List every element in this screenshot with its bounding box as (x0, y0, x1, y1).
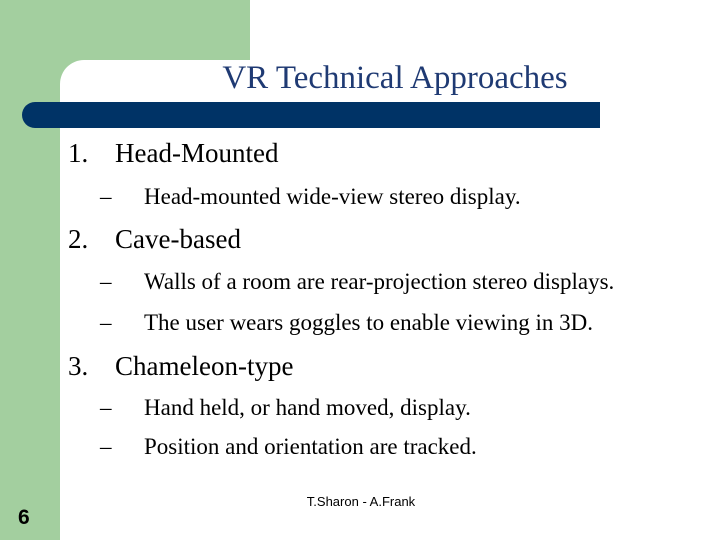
list-item-cave-based (68, 224, 241, 254)
sub-item (100, 394, 471, 422)
footer-author: T.Sharon - A.Frank (306, 494, 416, 509)
list-item-number: 1. (68, 138, 89, 168)
list-item-number: 2. (68, 224, 89, 254)
sub-item (100, 309, 593, 337)
sub-item-dash: – (100, 184, 112, 209)
sub-item-dash: – (100, 434, 112, 459)
slide-title: VR Technical Approaches (222, 60, 568, 96)
sub-item-dash: – (100, 310, 112, 335)
sub-item (100, 268, 614, 296)
sub-item-dash: – (100, 395, 112, 420)
sub-item-dash: – (100, 269, 112, 294)
list-item-label: Chameleon-type (115, 351, 294, 381)
sub-item-text: Position and orientation are tracked. (144, 434, 477, 459)
sub-item-text: Head-mounted wide-view stereo display. (144, 184, 521, 209)
list-item-label: Cave-based (115, 224, 241, 254)
sub-item-text: The user wears goggles to enable viewing in 3D. (144, 310, 594, 335)
list-item-label: Head-Mounted (115, 138, 279, 168)
list-item-number: 3. (68, 351, 89, 381)
sub-item-text: Walls of a room are rear-projection stereo displays. (144, 269, 615, 294)
slide-number: 6 (18, 506, 30, 529)
sub-item-text: Hand held, or hand moved, display. (144, 395, 471, 420)
sub-item (100, 183, 521, 211)
title-underline-bar (22, 102, 600, 128)
sub-item (100, 433, 477, 461)
list-item-chameleon-type (68, 351, 293, 381)
list-item-head-mounted (68, 138, 278, 168)
